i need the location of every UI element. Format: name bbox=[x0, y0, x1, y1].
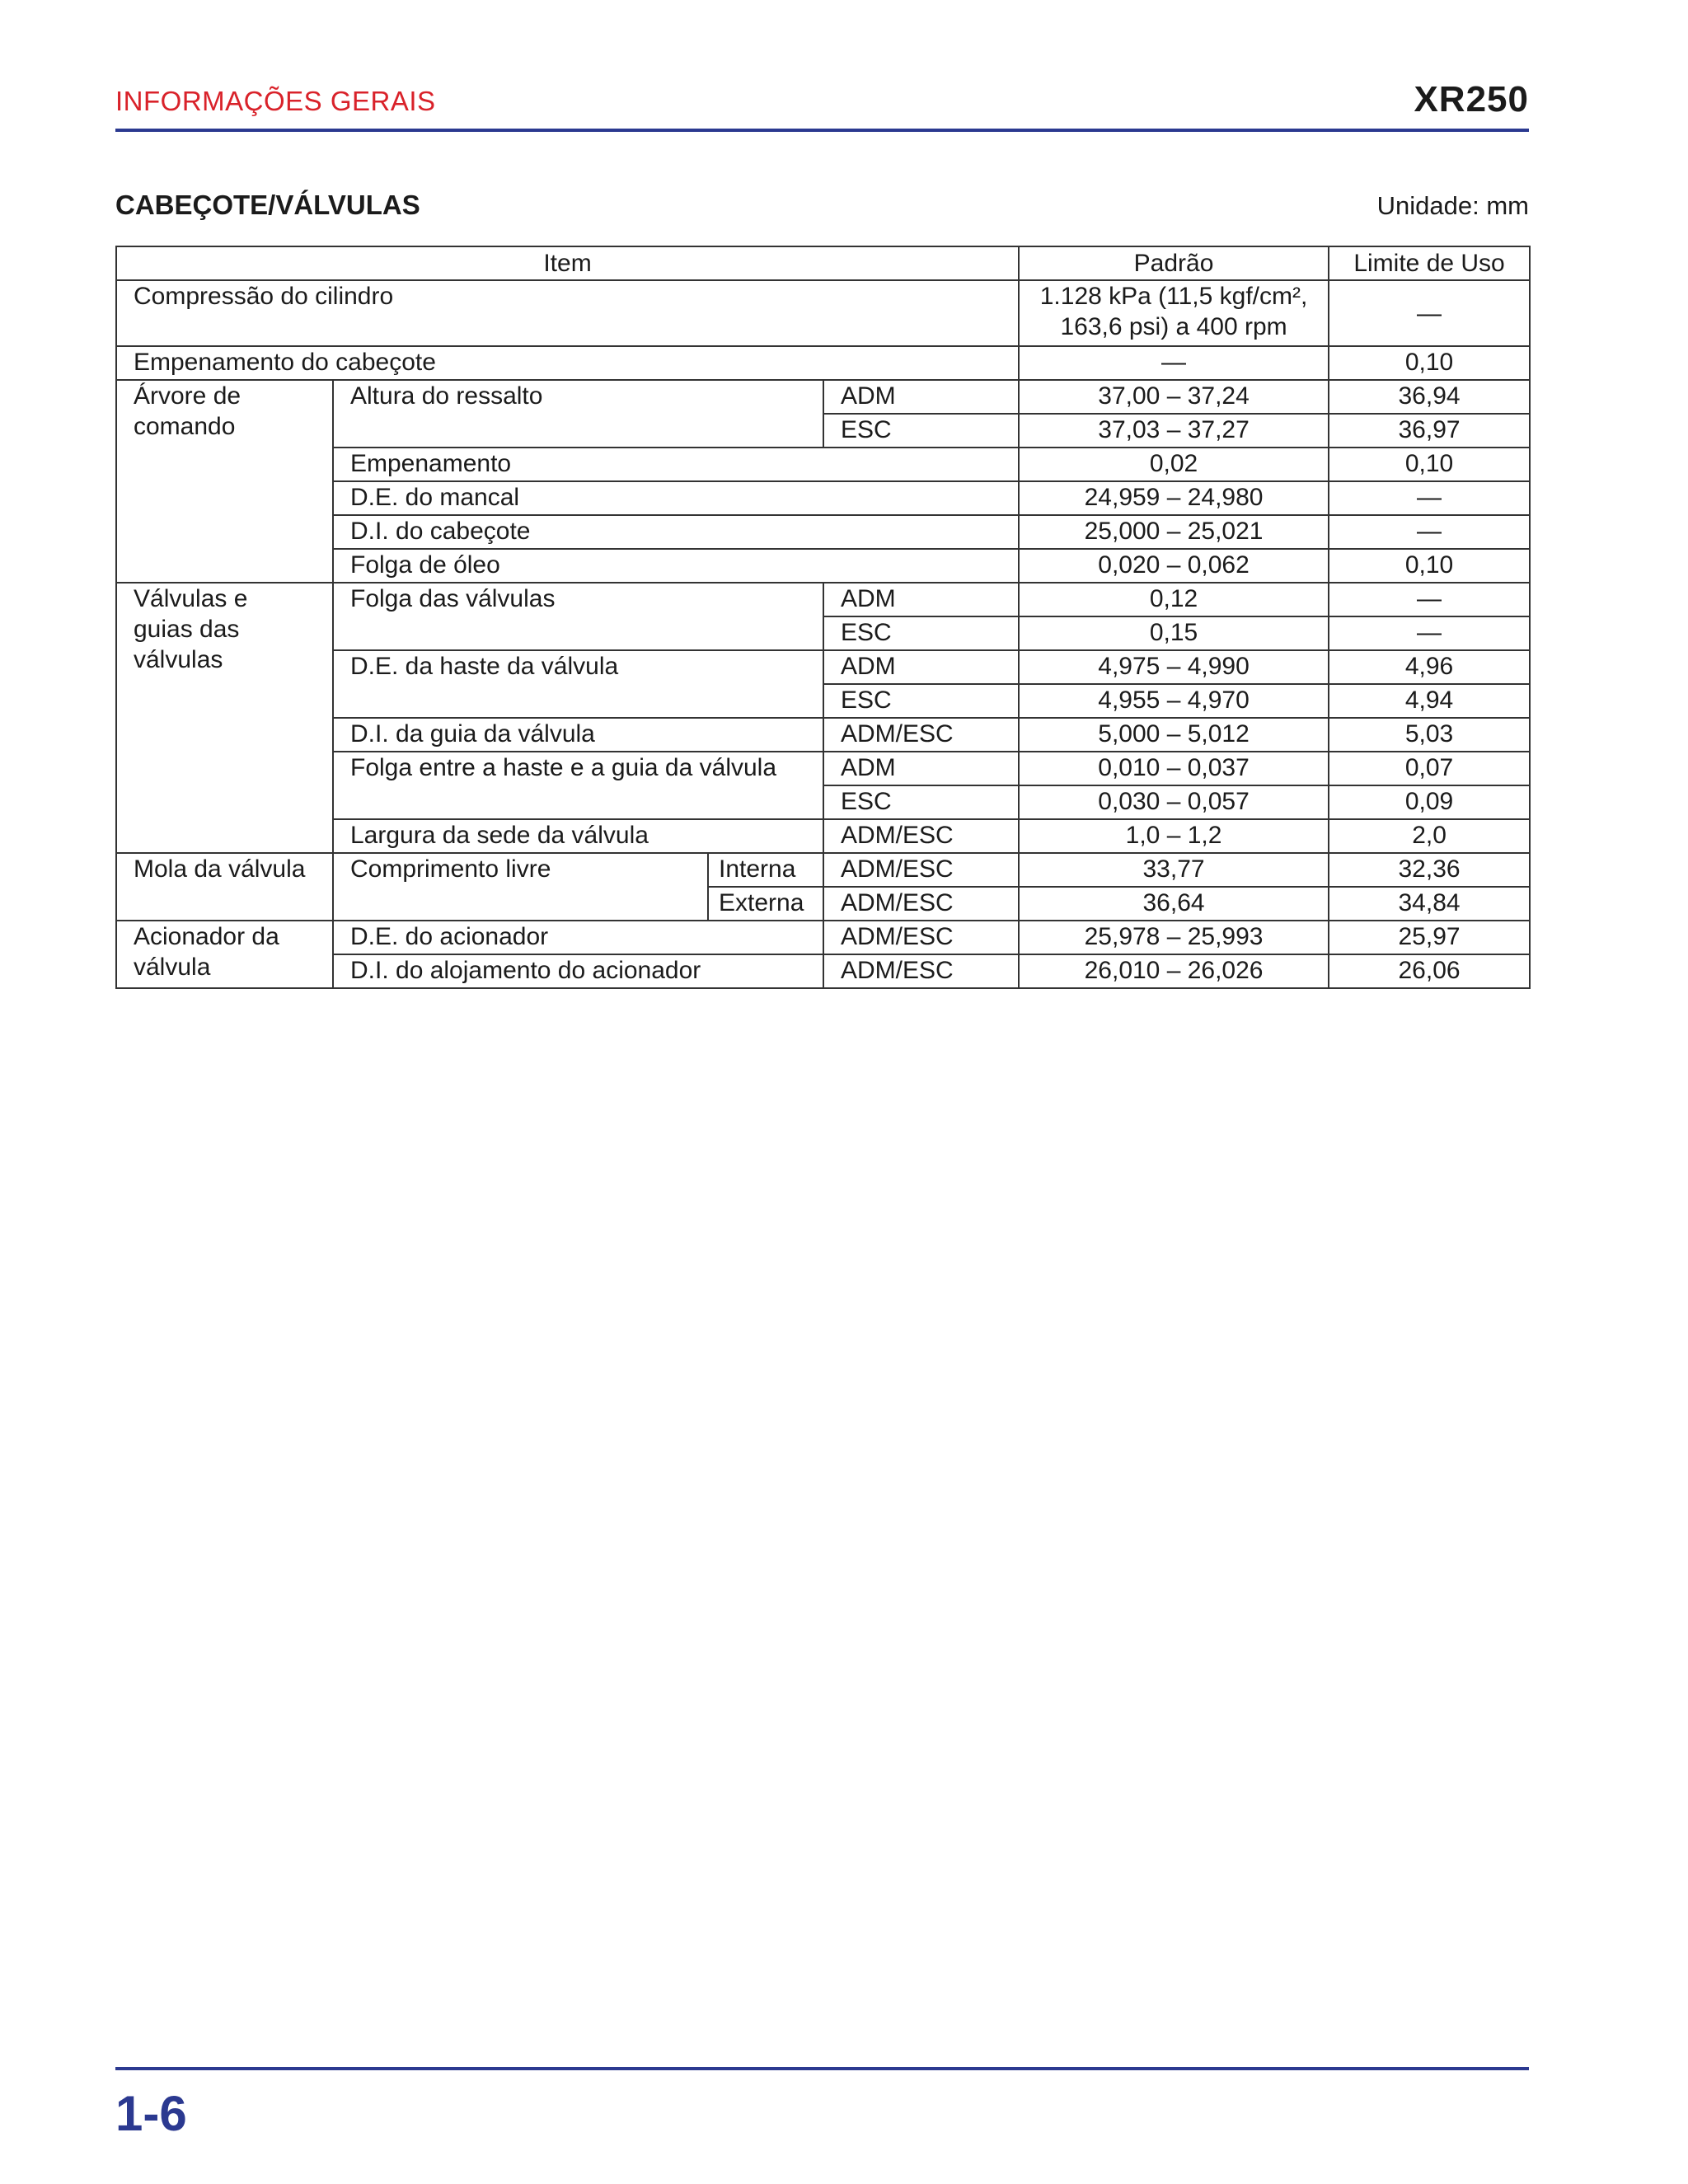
header-rule bbox=[115, 129, 1529, 132]
standard-value: 24,959 – 24,980 bbox=[1019, 481, 1329, 515]
standard-value: 33,77 bbox=[1019, 853, 1329, 887]
standard-value: 1.128 kPa (11,5 kgf/cm², 163,6 psi) a 400 rpm bbox=[1019, 280, 1329, 346]
type-value: ESC bbox=[823, 785, 1019, 819]
table-row bbox=[116, 921, 1530, 954]
limit-value: 36,97 bbox=[1329, 414, 1530, 448]
standard-value: 36,64 bbox=[1019, 887, 1329, 921]
position-value: Externa bbox=[708, 887, 823, 921]
row-label: D.I. do alojamento do acionador bbox=[333, 954, 823, 988]
group-label-valves: Válvulas e guias das válvulas bbox=[116, 583, 333, 853]
row-label: Altura do ressalto bbox=[333, 380, 823, 448]
limit-value: 0,10 bbox=[1329, 346, 1530, 380]
type-value: ADM bbox=[823, 583, 1019, 616]
table-row bbox=[116, 380, 1530, 414]
limit-value: 36,94 bbox=[1329, 380, 1530, 414]
header-item: Item bbox=[116, 246, 1019, 280]
row-label: Empenamento do cabeçote bbox=[116, 346, 1019, 380]
limit-value: 2,0 bbox=[1329, 819, 1530, 853]
standard-value: 25,000 – 25,021 bbox=[1019, 515, 1329, 549]
page-number: 1-6 bbox=[115, 2086, 187, 2141]
type-value: ADM/ESC bbox=[823, 921, 1019, 954]
standard-value: 0,010 – 0,037 bbox=[1019, 752, 1329, 785]
table-row bbox=[116, 346, 1530, 380]
row-label: D.E. da haste da válvula bbox=[333, 650, 823, 718]
type-value: ESC bbox=[823, 414, 1019, 448]
type-value: ADM bbox=[823, 650, 1019, 684]
group-label-camshaft: Árvore de comando bbox=[116, 380, 333, 583]
row-label: D.I. do cabeçote bbox=[333, 515, 1019, 549]
standard-value: 37,00 – 37,24 bbox=[1019, 380, 1329, 414]
limit-value: — bbox=[1329, 616, 1530, 650]
standard-value: 37,03 – 37,27 bbox=[1019, 414, 1329, 448]
group-label-lifter: Acionador da válvula bbox=[116, 921, 333, 988]
limit-value: 32,36 bbox=[1329, 853, 1530, 887]
standard-value: 0,020 – 0,062 bbox=[1019, 549, 1329, 583]
type-value: ADM/ESC bbox=[823, 718, 1019, 752]
row-label: D.E. do acionador bbox=[333, 921, 823, 954]
standard-value: 0,12 bbox=[1019, 583, 1329, 616]
limit-value: — bbox=[1329, 515, 1530, 549]
limit-value: 4,96 bbox=[1329, 650, 1530, 684]
limit-value: — bbox=[1329, 583, 1530, 616]
position-value: Interna bbox=[708, 853, 823, 887]
row-label: Folga entre a haste e a guia da válvula bbox=[333, 752, 823, 819]
standard-value: 1,0 – 1,2 bbox=[1019, 819, 1329, 853]
standard-value: 0,15 bbox=[1019, 616, 1329, 650]
limit-value: 0,10 bbox=[1329, 549, 1530, 583]
type-value: ADM/ESC bbox=[823, 887, 1019, 921]
table-header-row bbox=[116, 246, 1530, 280]
row-label: D.E. do mancal bbox=[333, 481, 1019, 515]
table-row bbox=[116, 853, 1530, 887]
standard-value: 26,010 – 26,026 bbox=[1019, 954, 1329, 988]
type-value: ESC bbox=[823, 616, 1019, 650]
limit-value: 26,06 bbox=[1329, 954, 1530, 988]
row-label: Folga de óleo bbox=[333, 549, 1019, 583]
spec-table bbox=[115, 246, 1531, 989]
limit-value: 0,10 bbox=[1329, 448, 1530, 481]
model-name: XR250 bbox=[1414, 79, 1529, 120]
type-value: ADM/ESC bbox=[823, 954, 1019, 988]
section-header: INFORMAÇÕES GERAIS bbox=[115, 86, 436, 116]
row-label: Largura da sede da válvula bbox=[333, 819, 823, 853]
limit-value: 5,03 bbox=[1329, 718, 1530, 752]
limit-value: 4,94 bbox=[1329, 684, 1530, 718]
standard-value: — bbox=[1019, 346, 1329, 380]
header-limit: Limite de Uso bbox=[1329, 246, 1530, 280]
table-row bbox=[116, 583, 1530, 616]
type-value: ADM bbox=[823, 380, 1019, 414]
limit-value: — bbox=[1329, 481, 1530, 515]
type-value: ADM bbox=[823, 752, 1019, 785]
row-label: Comprimento livre bbox=[333, 853, 708, 921]
standard-value: 0,030 – 0,057 bbox=[1019, 785, 1329, 819]
row-label: Empenamento bbox=[333, 448, 1019, 481]
row-label: Compressão do cilindro bbox=[116, 280, 1019, 346]
row-label: D.I. da guia da válvula bbox=[333, 718, 823, 752]
limit-value: 34,84 bbox=[1329, 887, 1530, 921]
group-label-spring: Mola da válvula bbox=[116, 853, 333, 921]
standard-value: 0,02 bbox=[1019, 448, 1329, 481]
type-value: ADM/ESC bbox=[823, 853, 1019, 887]
unit-label: Unidade: mm bbox=[1376, 191, 1529, 220]
header-standard: Padrão bbox=[1019, 246, 1329, 280]
type-value: ESC bbox=[823, 684, 1019, 718]
limit-value: 25,97 bbox=[1329, 921, 1530, 954]
limit-value: 0,07 bbox=[1329, 752, 1530, 785]
type-value: ADM/ESC bbox=[823, 819, 1019, 853]
table-row bbox=[116, 280, 1530, 346]
row-label: Folga das válvulas bbox=[333, 583, 823, 650]
limit-value: 0,09 bbox=[1329, 785, 1530, 819]
standard-value: 4,955 – 4,970 bbox=[1019, 684, 1329, 718]
standard-value: 5,000 – 5,012 bbox=[1019, 718, 1329, 752]
limit-value: — bbox=[1329, 280, 1530, 346]
section-title: CABEÇOTE/VÁLVULAS bbox=[115, 190, 420, 220]
standard-value: 25,978 – 25,993 bbox=[1019, 921, 1329, 954]
footer-rule bbox=[115, 2067, 1529, 2070]
standard-value: 4,975 – 4,990 bbox=[1019, 650, 1329, 684]
